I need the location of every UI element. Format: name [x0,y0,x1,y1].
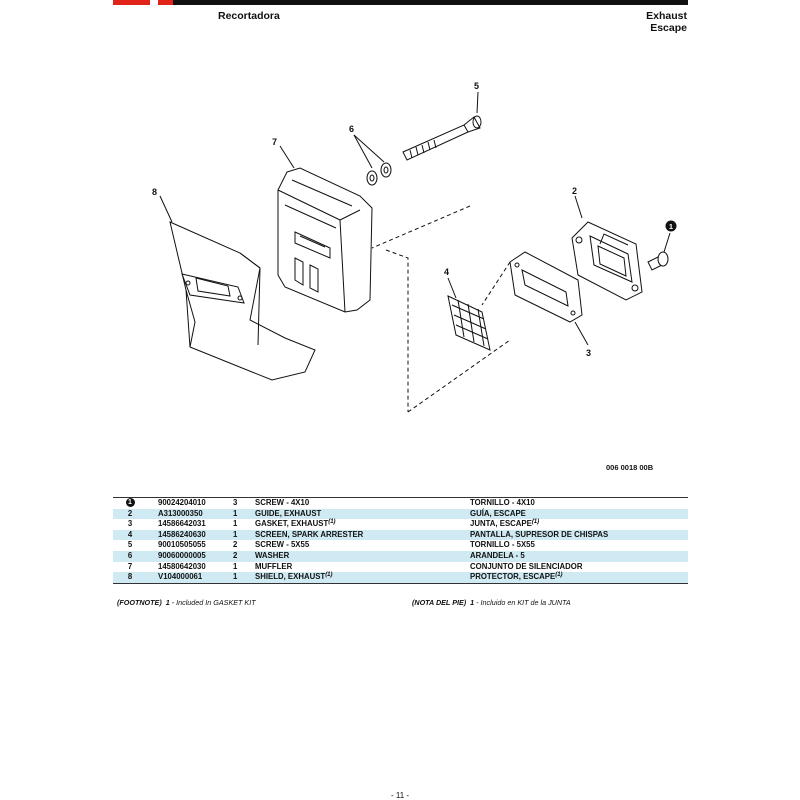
quantity-text: 1 [233,508,238,518]
quantity [233,572,237,583]
callout-8: 8 [152,187,158,197]
quantity-text: 3 [233,498,238,507]
callout-5: 5 [474,81,480,91]
part-number [158,572,202,583]
description-es-text: JUNTA, ESCAPE [470,519,532,529]
spark-arrester-screen-drawing [448,296,490,350]
description-en [255,572,333,583]
section-title-en: Exhaust [646,10,687,22]
assembly-lines [372,206,510,412]
description-es-text: ARANDELA - 5 [470,550,525,560]
part-number-text: 14586642031 [158,519,206,529]
footnote-es-text: - Incluido en KIT de la JUNTA [476,598,571,607]
quantity-text: 1 [233,572,238,582]
table-row [113,551,688,562]
quantity [233,530,237,541]
ref-number [113,540,147,551]
ref-number [113,572,147,583]
table-row [113,519,688,530]
part-number-text: 90010505055 [158,540,206,550]
exhaust-guide-drawing [572,222,642,300]
footnote-marker: (1) [531,519,540,526]
footnote-en [117,598,256,607]
ref-number [113,498,147,509]
part-number [158,551,206,562]
footnote-marker: (1) [328,519,336,526]
quantity-text: 1 [233,529,238,539]
description-en-text: GUIDE, EXHAUST [255,508,322,518]
ref-number-text: 8 [127,572,133,582]
diagram-code: 006 0018 00B [606,463,654,472]
description-en-text: MUFFLER [255,561,293,571]
description-en-text: SCREW - 4X10 [255,498,310,507]
ref-number [113,551,147,562]
description-es [470,540,535,551]
description-en-text: SCREEN, SPARK ARRESTER [255,529,364,539]
ref-number [113,530,147,541]
description-es [470,519,539,530]
callout-1: 1 [668,222,674,231]
description-en-text: WASHER [255,550,290,560]
ref-number-text: 5 [127,540,133,550]
table-row [113,540,688,551]
description-en [255,530,363,541]
ref-number-text: 6 [127,550,133,560]
footnote-marker: (1) [325,572,333,579]
ref-number-text: 2 [127,508,133,518]
quantity [233,551,237,562]
part-number [158,498,206,509]
description-es [470,509,526,520]
part-number-text: 14580642030 [158,561,206,571]
part-number [158,540,206,551]
exhaust-gasket-drawing [510,252,582,322]
quantity-text: 2 [233,540,238,550]
description-es-text: GUÍA, ESCAPE [470,508,526,518]
ref-number [113,509,147,520]
footnote-en-text: - Included In GASKET KIT [171,598,256,607]
description-es [470,551,525,562]
page-number: - 11 - [390,791,410,800]
description-en-text: SHIELD, EXHAUST [255,572,326,582]
description-es [470,572,563,583]
page-title-left: Recortadora [218,10,280,22]
part-number-text: V104000061 [158,572,203,582]
description-es-text: TORNILLO - 4X10 [470,498,535,507]
callout-6: 6 [349,124,355,134]
callout-3: 3 [586,348,592,358]
ref-number [113,519,147,530]
part-number-text: 90060000005 [158,550,206,560]
footnote-en-number: 1 [165,598,170,607]
description-es [470,562,583,573]
part-number [158,530,206,541]
callout-2: 2 [572,186,578,196]
parts-table [113,497,688,584]
description-es [470,530,608,541]
table-row [113,509,688,520]
part-number-text: A313000350 [158,508,203,518]
footnote-es-label: (NOTA DEL PIE) [412,598,467,607]
muffler-drawing [278,168,372,312]
description-en-text: SCREW - 5X55 [255,540,310,550]
description-es-text: PANTALLA, SUPRESOR DE CHISPAS [470,529,609,539]
quantity [233,519,237,530]
description-es [470,498,535,509]
table-row [113,562,688,573]
ref-number-text: 3 [127,519,133,529]
part-number [158,509,203,520]
quantity [233,562,237,573]
description-en [255,562,292,573]
part-number [158,519,206,530]
description-en-text: GASKET, EXHAUST [255,519,329,529]
quantity-text: 1 [233,561,238,571]
quantity-text: 2 [233,550,238,560]
table-row [113,572,688,583]
quantity [233,498,237,509]
ref-number-text: 7 [127,561,133,571]
part-number-text: 14586240630 [158,529,206,539]
ref-number [113,562,147,573]
description-es-text: PROTECTOR, ESCAPE [470,572,556,582]
part-number-text: 90024204010 [158,498,206,507]
footnote-en-label: (FOOTNOTE) [117,598,162,607]
description-en [255,509,321,520]
description-en [255,519,336,530]
quantity-text: 1 [233,519,238,529]
footnote-es [412,598,571,607]
short-screw-drawing [648,252,668,270]
footnote-marker: (1) [555,572,563,579]
footnote-es-number: 1 [470,598,475,607]
long-screw-drawing [403,116,481,160]
ref-number-badge: 1 [126,498,135,507]
ref-number-text: 4 [127,529,133,539]
description-es-text: CONJUNTO DE SILENCIADOR [470,561,583,571]
callout-4: 4 [444,267,450,277]
description-en [255,498,309,509]
description-en [255,551,289,562]
callout-7: 7 [272,137,278,147]
part-number [158,562,206,573]
section-title-es: Escape [650,22,687,34]
description-en [255,540,309,551]
description-es-text: TORNILLO - 5X55 [470,540,535,550]
table-row [113,530,688,541]
quantity [233,540,237,551]
table-row [113,498,688,509]
quantity [233,509,237,520]
